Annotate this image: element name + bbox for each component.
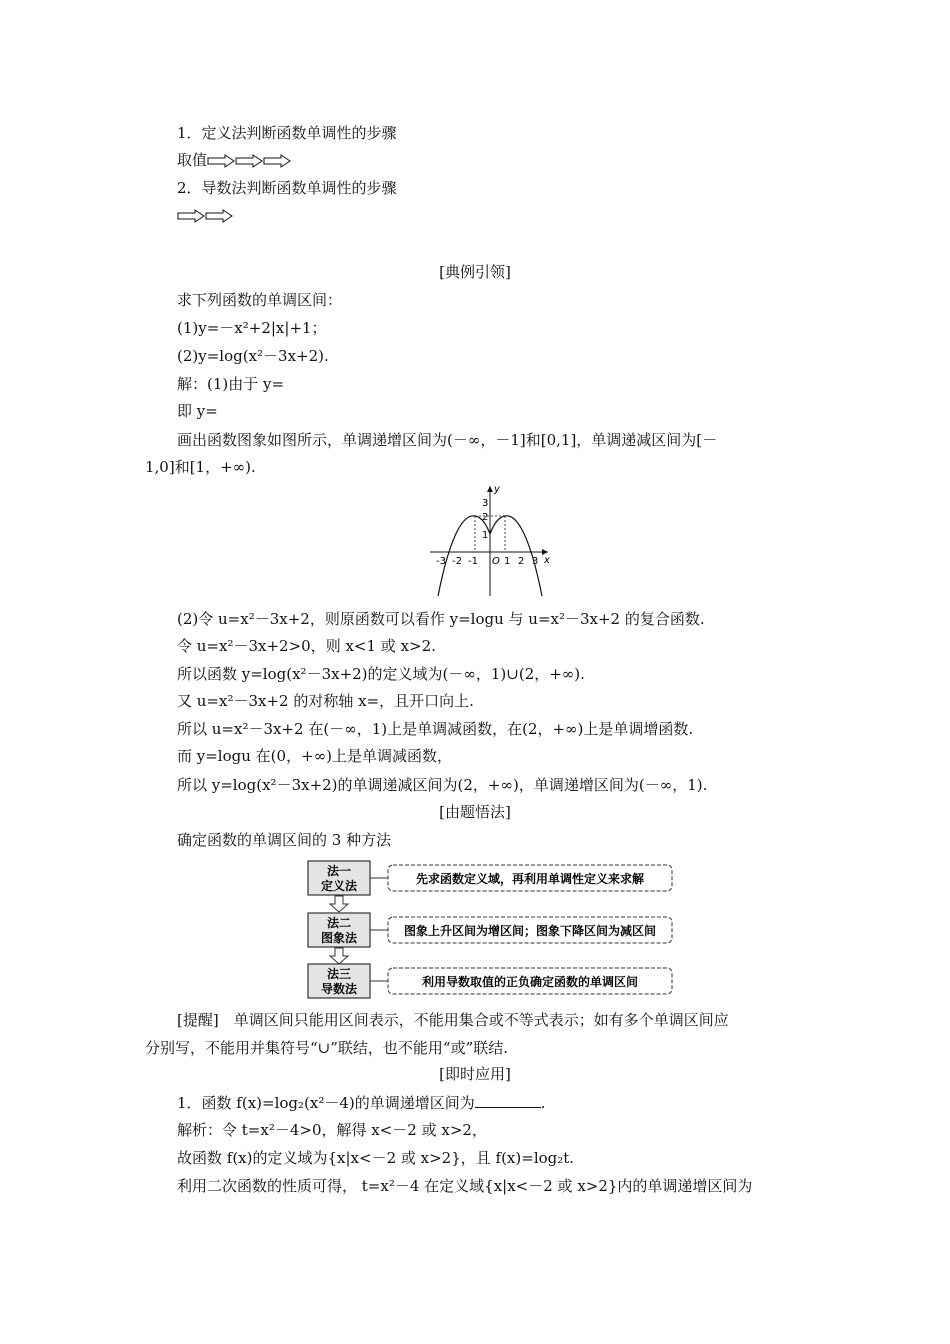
x-tick-label: -3 (436, 556, 446, 567)
answer-line-2: 故函数 f(x)的定义域为{x|x<－2 或 x>2}，且 f(x)=log₂t. (177, 1149, 575, 1167)
application-heading: [即时应用] (439, 1065, 511, 1083)
y-axis-label: y (494, 484, 500, 495)
method-step-definition (308, 861, 672, 895)
solution-graph-text-1: 画出函数图象如图所示，单调递增区间为(－∞，－1]和[0,1]，单调递减区间为[－ (177, 431, 718, 449)
x-tick-label: -1 (468, 556, 478, 567)
function-graph (426, 482, 558, 600)
derivative-method-title: 2．导数法判断函数单调性的步骤 (177, 179, 397, 197)
question-2-label: (2) (177, 347, 199, 365)
method-heading: [由题悟法] (439, 803, 511, 821)
part2-line-7: 所以 y=log(x²－3x+2)的单调递减区间为(2，+∞)，单调递增区间为(－∞，1). (177, 776, 708, 794)
question-2 (177, 346, 329, 366)
part2-line-6: 而 y=logu 在(0，+∞)上是单调减函数， (177, 747, 452, 765)
definition-method-title: 1．定义法判断函数单调性的步骤 (177, 124, 397, 142)
method-step-graph (308, 913, 672, 947)
solution-graph-text-2: 1,0]和[1，+∞). (145, 458, 256, 476)
derivative-method-steps (177, 205, 233, 225)
reminder-line-2: 分别写，不能用并集符号“∪”联结，也不能用“或”联结. (145, 1039, 509, 1057)
question-text: 1．函数 f(x)=log₂(x²－4)的单调递增区间为 (177, 1094, 475, 1112)
down-arrow-icon (330, 896, 348, 912)
question-2-expr: y=log(x²－3x+2). (198, 347, 329, 365)
method-step-name-1: 法一 (326, 864, 352, 878)
x-tick-label: -2 (452, 556, 462, 567)
example-prompt: 求下列函数的单调区间： (177, 291, 343, 309)
down-arrow-icon (330, 948, 348, 964)
method-step-derivative (308, 964, 672, 998)
method-step-desc: 利用导数取值的正负确定函数的单调区间 (421, 975, 639, 989)
method-step-name-1: 法三 (326, 967, 352, 981)
answer-line-3: 利用二次函数的性质可得， t=x²－4 在定义域{x|x<－2 或 x>2}内的单调递增区间为 (177, 1177, 753, 1195)
x-tick-label: 2 (518, 556, 525, 567)
x-axis-label: x (544, 555, 550, 566)
method-flowchart (300, 858, 680, 1000)
definition-method-steps (177, 150, 291, 170)
method-step-name-2: 图象法 (320, 931, 358, 945)
y-tick-label: 2 (482, 512, 489, 523)
hollow-arrows-icon (177, 209, 233, 223)
method-step-name-1: 法二 (326, 916, 352, 930)
steps-start-label: 取值 (177, 151, 208, 169)
y-tick-label: 1 (482, 530, 489, 541)
part2-line-1: (2)令 u=x²－3x+2，则原函数可以看作 y=logu 与 u=x²－3x+2 的复合函数. (177, 610, 705, 628)
reminder-line-1: [提醒] 单调区间只能用区间表示，不能用集合或不等式表示；如有多个单调区间应 (177, 1011, 729, 1029)
part2-line-3: 所以函数 y=log(x²－3x+2)的定义域为(－∞，1)∪(2，+∞). (177, 665, 585, 683)
x-tick-label: 3 (532, 556, 539, 567)
x-tick-label: 1 (504, 556, 511, 567)
part2-line-2: 令 u=x²－3x+2>0，则 x<1 或 x>2. (177, 637, 436, 655)
method-intro: 确定函数的单调区间的 3 种方法 (177, 831, 392, 849)
solution-intro: 解：(1)由于 y= (177, 375, 285, 393)
part2-line-4: 又 u=x²－3x+2 的对称轴 x=，且开口向上. (177, 692, 474, 710)
question-1-label: (1) (177, 319, 199, 337)
origin-label: O (492, 556, 500, 567)
question-1-expr: y=－x²+2|x|+1； (198, 319, 327, 337)
method-step-name-2: 导数法 (320, 982, 358, 996)
answer-line-1: 解析：令 t=x²－4>0，解得 x<－2 或 x>2， (177, 1121, 487, 1139)
question-suffix: . (540, 1094, 546, 1112)
method-step-name-2: 定义法 (320, 879, 358, 893)
method-step-desc: 图象上升区间为增区间；图象下降区间为减区间 (403, 924, 657, 938)
hollow-arrows-icon (207, 154, 291, 168)
part2-line-5: 所以 u=x²－3x+2 在(－∞，1)上是单调减函数，在(2，+∞)上是单调增函数. (177, 720, 694, 738)
question-1 (177, 318, 327, 338)
y-axis-arrow-icon (487, 486, 493, 492)
y-tick-label: 3 (482, 498, 489, 509)
answer-blank (475, 1093, 541, 1108)
example-heading: [典例引领] (439, 263, 511, 281)
application-question-1 (177, 1093, 546, 1113)
solution-ji: 即 y= (177, 402, 218, 420)
method-step-desc: 先求函数定义域，再利用单调性定义来求解 (415, 872, 645, 886)
